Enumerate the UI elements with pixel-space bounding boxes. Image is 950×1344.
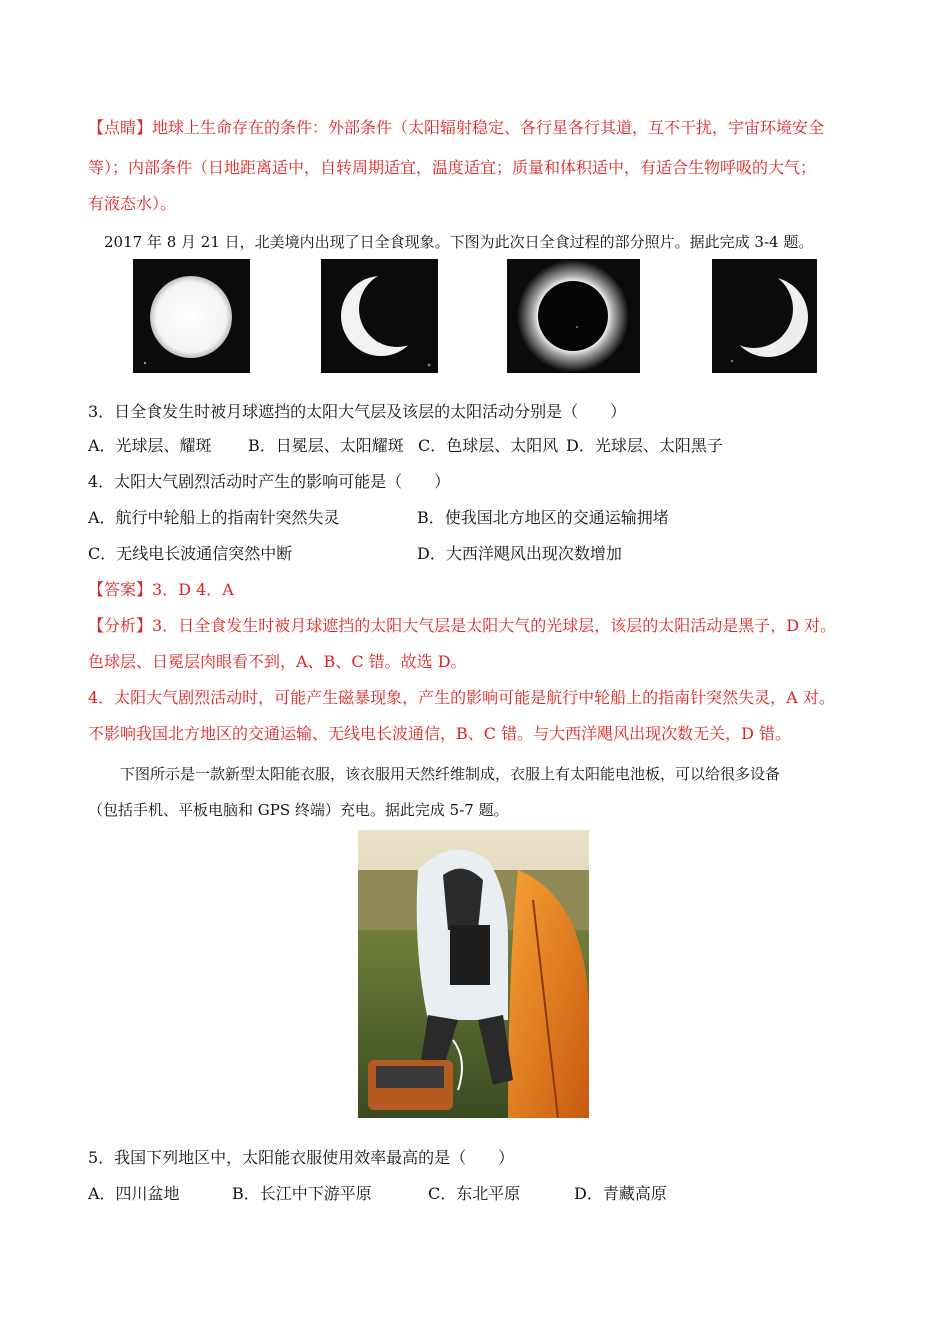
eclipse-full-sun-image — [133, 259, 250, 373]
solar-clothes-intro-2: （包括手机、平板电脑和 GPS 终端）充电。据此完成 5-7 题。 — [88, 801, 509, 819]
q4-options-row-1 — [88, 506, 669, 530]
solar-clothes-intro-1: 下图所示是一款新型太阳能衣服，该衣服用天然纤维制成，衣服上有太阳能电池板，可以给很多设备 — [120, 765, 781, 783]
dianjing-tag: 【点睛】 — [88, 118, 153, 137]
dianjing-line-1 — [88, 116, 868, 140]
analysis-tag: 【分析】 — [88, 616, 153, 635]
q4-options-row-2 — [88, 542, 622, 566]
solar-clothing-photo — [358, 830, 589, 1118]
eclipse-photo-2 — [321, 259, 438, 373]
solar-clothing-image — [358, 830, 589, 1118]
analysis-line-2: 色球层、日冕层肉眼看不到，A、B、C 错。故选 D。 — [88, 652, 467, 671]
analysis-line-1 — [88, 614, 868, 638]
q4-option-c: C．无线电长波通信突然中断 — [88, 544, 293, 563]
q4-option-a: A．航行中轮船上的指南针突然失灵 — [88, 508, 340, 527]
q3-option-a: A．光球层、耀斑 — [88, 436, 212, 455]
q5-option-d: D．青藏高原 — [574, 1184, 667, 1203]
q4-option-b: B．使我国北方地区的交通运输拥堵 — [417, 508, 669, 527]
q5-option-c: C．东北平原 — [428, 1184, 521, 1203]
analysis-line-4: 不影响我国北方地区的交通运输、无线电长波通信，B、C 错。与大西洋飓风出现次数无关，D 错。 — [88, 724, 792, 743]
q5-options — [88, 1182, 667, 1206]
eclipse-total-corona-image — [507, 259, 640, 373]
q4-stem: 4．太阳大气剧烈活动时产生的影响可能是（ ） — [88, 472, 451, 491]
answer-tag: 【答案】 — [88, 580, 153, 599]
q4-option-d: D．大西洋飓风出现次数增加 — [417, 544, 622, 563]
analysis-line-3: 4．太阳大气剧烈活动时，可能产生磁暴现象，产生的影响可能是航行中轮船上的指南针突然失灵，A 对。 — [88, 688, 835, 707]
q5-stem: 5．我国下列地区中，太阳能衣服使用效率最高的是（ ） — [88, 1148, 515, 1167]
q3-options — [88, 434, 723, 458]
dianjing-line-2: 等）；内部条件（日地距离适中，自转周期适宜，温度适宜；质量和体积适中，有适合生物呼吸的大气； — [88, 158, 817, 177]
q3-stem: 3．日全食发生时被月球遮挡的太阳大气层及该层的太阳活动分别是（ ） — [88, 402, 627, 421]
eclipse-photo-3 — [507, 259, 640, 373]
q5-option-a: A．四川盆地 — [88, 1184, 180, 1203]
analysis-text-1: 3．日全食发生时被月球遮挡的太阳大气层是太阳大气的光球层，该层的太阳活动是黑子，D 对。 — [152, 616, 837, 635]
q3-option-c: C．色球层、太阳风 — [418, 436, 559, 455]
eclipse-photo-1 — [133, 259, 250, 373]
dianjing-text-1: 地球上生命存在的条件：外部条件（太阳辐射稳定、各行星各行其道，互不干扰，宇宙环境安全 — [152, 118, 825, 137]
eclipse-crescent-right-image — [712, 259, 817, 373]
q5-option-b: B．长江中下游平原 — [232, 1184, 372, 1203]
eclipse-crescent-left-image — [321, 259, 438, 373]
answer-line — [88, 578, 868, 602]
eclipse-photo-4 — [712, 259, 817, 373]
q3-option-b: B．日冕层、太阳耀斑 — [248, 436, 404, 455]
q3-option-d: D．光球层、太阳黑子 — [566, 436, 723, 455]
answer-text: 3．D 4．A — [152, 580, 234, 599]
eclipse-intro: 2017 年 8 月 21 日，北美境内出现了日全食现象。下图为此次日全食过程的部分照片。据此完成 3-4 题。 — [104, 233, 814, 251]
dianjing-line-3: 有液态水）。 — [88, 194, 177, 213]
